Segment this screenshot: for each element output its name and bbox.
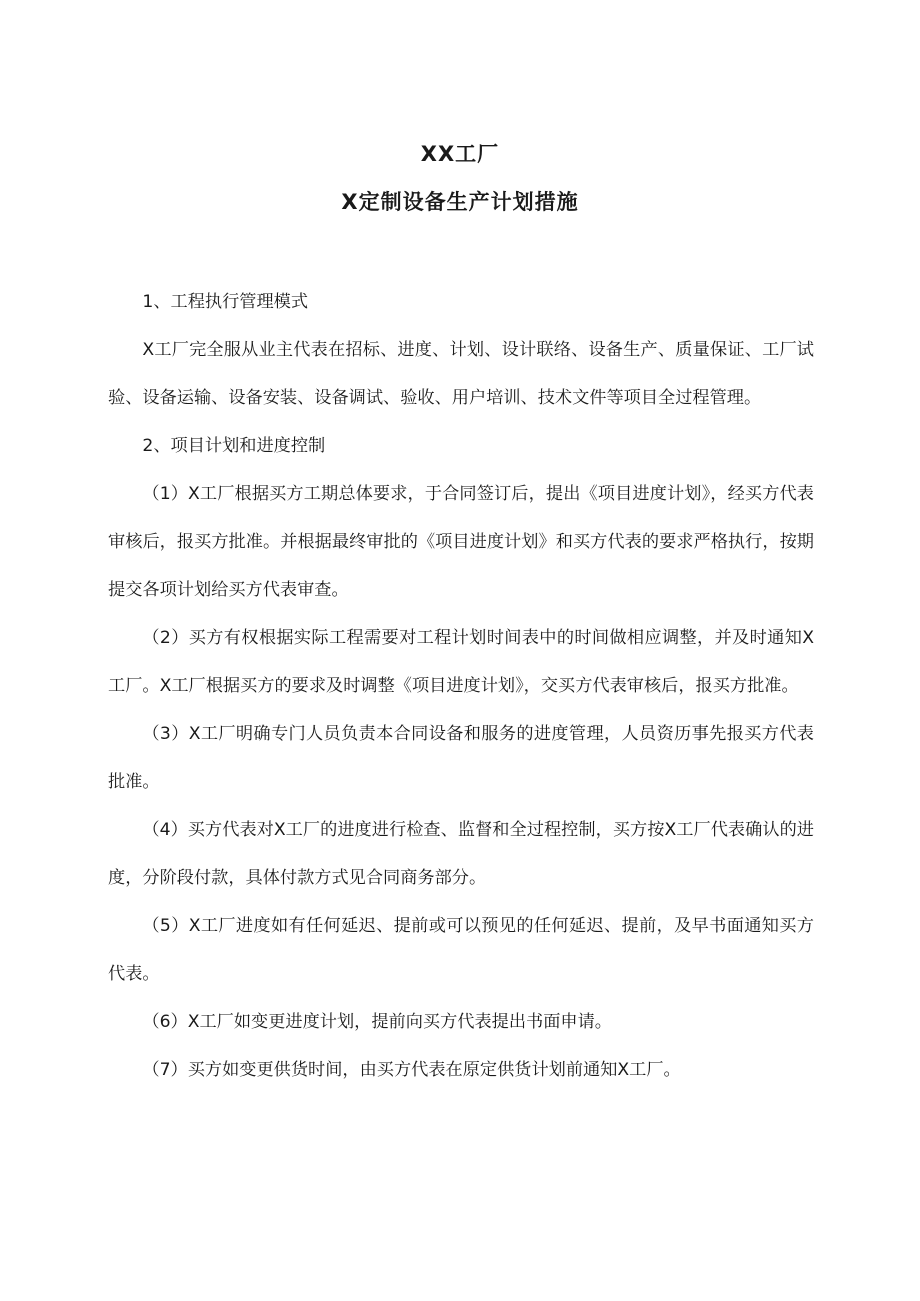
section-heading-2: 2、项目计划和进度控制 bbox=[142, 436, 326, 456]
section-2-item-7: （7）买方如变更供货时间，由买方代表在原定供货计划前通知X工厂。 bbox=[142, 1060, 681, 1080]
section-1-paragraph: X工厂完全服从业主代表在招标、进度、计划、设计联络、设备生产、质量保证、工厂试验、设备运输、设备安装、设备调试、验收、用户培训、技术文件等项目全过程管理。 bbox=[108, 340, 814, 408]
document-body bbox=[108, 278, 814, 1094]
section-2-item-5: （5）X工厂进度如有任何延迟、提前或可以预见的任何延迟、提前，及早书面通知买方代表。 bbox=[108, 916, 814, 984]
section-heading-1: 1、工程执行管理模式 bbox=[142, 292, 309, 312]
section-2-item-1: （1）X工厂根据买方工期总体要求，于合同签订后，提出《项目进度计划》，经买方代表审核后，报买方批准。并根据最终审批的《项目进度计划》和买方代表的要求严格执行，按期提交各项计划给买方代表审查。 bbox=[108, 484, 814, 600]
section-2-item-2: （2）买方有权根据实际工程需要对工程计划时间表中的时间做相应调整，并及时通知X工厂。X工厂根据买方的要求及时调整《项目进度计划》，交买方代表审核后，报买方批准。 bbox=[108, 628, 814, 696]
section-2-item-6: （6）X工厂如变更进度计划，提前向买方代表提出书面申请。 bbox=[142, 1012, 612, 1032]
section-2-item-3: （3）X工厂明确专门人员负责本合同设备和服务的进度管理，人员资历事先报买方代表批准。 bbox=[108, 724, 814, 792]
document-title: XX工厂 bbox=[420, 142, 500, 166]
section-2-item-4: （4）买方代表对X工厂的进度进行检查、监督和全过程控制，买方按X工厂代表确认的进度，分阶段付款，具体付款方式见合同商务部分。 bbox=[108, 820, 814, 888]
document-subtitle: X定制设备生产计划措施 bbox=[341, 190, 579, 214]
